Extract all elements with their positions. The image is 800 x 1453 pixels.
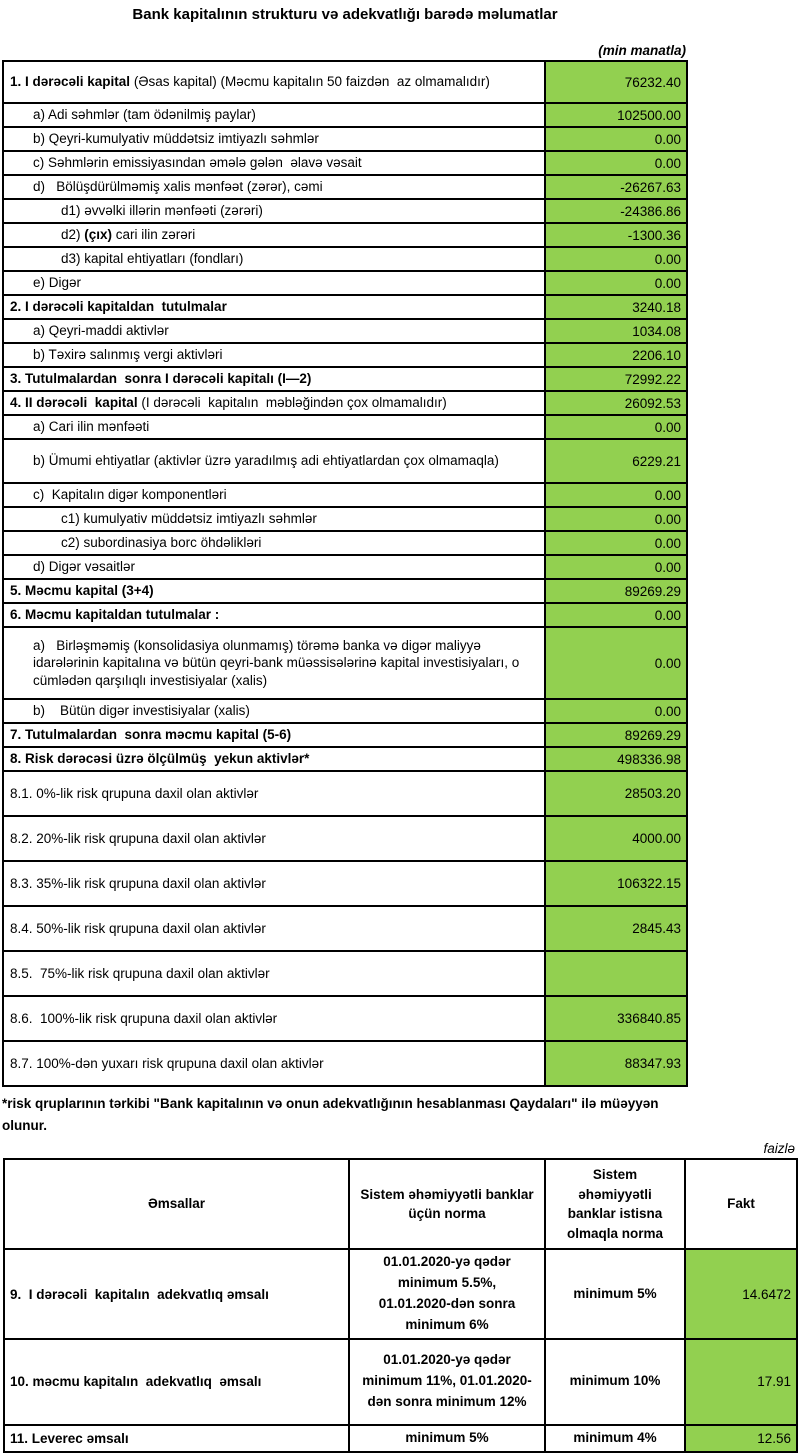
capital-row-label: 8.2. 20%-lik risk qrupuna daxil olan aktivlər	[3, 816, 545, 861]
capital-table-row	[3, 951, 687, 996]
capital-table-row	[3, 271, 687, 295]
capital-row-label: b) Qeyri-kumulyativ müddətsiz imtiyazlı səhmlər	[3, 127, 545, 151]
capital-row-label: c1) kumulyativ müddətsiz imtiyazlı səhmlər	[3, 507, 545, 531]
capital-row-value: 0.00	[545, 483, 687, 507]
capital-row-value: 3240.18	[545, 295, 687, 319]
ratio-table-row	[4, 1249, 797, 1339]
capital-row-value: 336840.85	[545, 996, 687, 1041]
capital-row-label: 1. I dərəcəli kapital (Əsas kapital) (Məcmu kapitalın 50 faizdən az olmamalıdır)	[3, 61, 545, 103]
capital-table-row	[3, 247, 687, 271]
capital-row-label: a) Birləşməmiş (konsolidasiya olunmamış) törəmə banka və digər maliyyə idarələrinin kapitalına və bütün qeyri-bank müəssisələrinə kapital investisiyaları, o cümlədən qarşılıqlı investisiyalar (xalis)	[3, 627, 545, 699]
capital-row-value: 0.00	[545, 415, 687, 439]
capital-row-label: b) Bütün digər investisiyalar (xalis)	[3, 699, 545, 723]
capital-row-value: 0.00	[545, 699, 687, 723]
ratio-row-non-systemic-norm: minimum 5%	[545, 1249, 685, 1339]
capital-table-row	[3, 415, 687, 439]
capital-table-row	[3, 61, 687, 103]
capital-row-label: d) Digər vəsaitlər	[3, 555, 545, 579]
capital-row-label: 8.3. 35%-lik risk qrupuna daxil olan aktivlər	[3, 861, 545, 906]
capital-table-row	[3, 483, 687, 507]
capital-row-label: 6. Məcmu kapitaldan tutulmalar :	[3, 603, 545, 627]
capital-row-value: 89269.29	[545, 579, 687, 603]
capital-table-row	[3, 295, 687, 319]
capital-row-value: 102500.00	[545, 103, 687, 127]
ratio-row-fact-value: 14.6472	[685, 1249, 797, 1339]
capital-table-row	[3, 603, 687, 627]
capital-row-label: 8.4. 50%-lik risk qrupuna daxil olan aktivlər	[3, 906, 545, 951]
capital-row-label: c) Kapitalın digər komponentləri	[3, 483, 545, 507]
capital-row-value: 88347.93	[545, 1041, 687, 1086]
capital-table-row	[3, 627, 687, 699]
capital-row-value: 0.00	[545, 507, 687, 531]
capital-row-value: 0.00	[545, 127, 687, 151]
capital-row-label: d3) kapital ehtiyatları (fondları)	[3, 247, 545, 271]
capital-row-value: 0.00	[545, 271, 687, 295]
ratio-table-row	[4, 1425, 797, 1452]
capital-row-value: 4000.00	[545, 816, 687, 861]
capital-row-value: 498336.98	[545, 747, 687, 771]
capital-row-label: 8.1. 0%-lik risk qrupuna daxil olan aktivlər	[3, 771, 545, 816]
capital-table-row	[3, 103, 687, 127]
capital-row-label: 7. Tutulmalardan sonra məcmu kapital (5-6)	[3, 723, 545, 747]
unit-note-min-manat: (min manatla)	[598, 43, 686, 58]
capital-row-label: 2. I dərəcəli kapitaldan tutulmalar	[3, 295, 545, 319]
ratio-table-body	[4, 1249, 797, 1452]
capital-row-label: a) Qeyri-maddi aktivlər	[3, 319, 545, 343]
capital-table-row	[3, 771, 687, 816]
capital-row-label: 8.6. 100%-lik risk qrupuna daxil olan aktivlər	[3, 996, 545, 1041]
capital-row-label: d) Bölüşdürülməmiş xalis mənfəət (zərər), cəmi	[3, 175, 545, 199]
capital-table-body	[3, 61, 687, 1086]
capital-row-label: c2) subordinasiya borc öhdəlikləri	[3, 531, 545, 555]
capital-table-row	[3, 996, 687, 1041]
ratio-row-name: 9. I dərəcəli kapitalın adekvatlıq əmsalı	[4, 1249, 349, 1339]
capital-table-row	[3, 367, 687, 391]
capital-row-value	[545, 951, 687, 996]
capital-row-value: -1300.36	[545, 223, 687, 247]
capital-row-label: b) Ümumi ehtiyatlar (aktivlər üzrə yaradılmış adi ehtiyatlardan çox olmamaqla)	[3, 439, 545, 483]
ratio-row-name: 11. Leverec əmsalı	[4, 1425, 349, 1452]
capital-row-label: 8.7. 100%-dən yuxarı risk qrupuna daxil olan aktivlər	[3, 1041, 545, 1086]
ratio-header-fact: Fakt	[685, 1159, 797, 1249]
capital-table-row	[3, 699, 687, 723]
ratio-row-systemic-norm: minimum 5%	[349, 1425, 545, 1452]
capital-table-row	[3, 199, 687, 223]
capital-row-value: 0.00	[545, 151, 687, 175]
ratio-row-systemic-norm: 01.01.2020-yə qədər minimum 5.5%, 01.01.2020-dən sonra minimum 6%	[349, 1249, 545, 1339]
capital-row-label: d1) əvvəlki illərin mənfəəti (zərəri)	[3, 199, 545, 223]
capital-row-label: b) Təxirə salınmış vergi aktivləri	[3, 343, 545, 367]
capital-row-value: 28503.20	[545, 771, 687, 816]
capital-row-value: 0.00	[545, 555, 687, 579]
unit-note-percent: faizlə	[763, 1141, 795, 1157]
capital-row-value: 76232.40	[545, 61, 687, 103]
capital-row-value: 89269.29	[545, 723, 687, 747]
capital-row-label: 8. Risk dərəcəsi üzrə ölçülmüş yekun aktivlər*	[3, 747, 545, 771]
capital-table-row	[3, 319, 687, 343]
capital-table-row	[3, 861, 687, 906]
page-title: Bank kapitalının strukturu və adekvatlığı barədə məlumatlar	[132, 6, 558, 23]
ratio-row-fact-value: 12.56	[685, 1425, 797, 1452]
ratio-row-non-systemic-norm: minimum 4%	[545, 1425, 685, 1452]
capital-table-row	[3, 531, 687, 555]
capital-row-label: 8.5. 75%-lik risk qrupuna daxil olan aktivlər	[3, 951, 545, 996]
capital-row-label: 4. II dərəcəli kapital (I dərəcəli kapitalın məbləğindən çox olmamalıdır)	[3, 391, 545, 415]
ratio-row-systemic-norm: 01.01.2020-yə qədər minimum 11%, 01.01.2020-dən sonra minimum 12%	[349, 1339, 545, 1425]
capital-row-label: c) Səhmlərin emissiyasından əmələ gələn əlavə vəsait	[3, 151, 545, 175]
capital-row-value: 0.00	[545, 603, 687, 627]
capital-table-row	[3, 175, 687, 199]
ratio-header-non-systemic-norm: Sistem əhəmiyyətli banklar istisna olmaqla norma	[545, 1159, 685, 1249]
ratio-row-non-systemic-norm: minimum 10%	[545, 1339, 685, 1425]
capital-row-value: 26092.53	[545, 391, 687, 415]
capital-table-row	[3, 343, 687, 367]
capital-table-row	[3, 391, 687, 415]
capital-table-row	[3, 223, 687, 247]
capital-row-label: a) Cari ilin mənfəəti	[3, 415, 545, 439]
capital-table-row	[3, 127, 687, 151]
capital-table-row	[3, 555, 687, 579]
capital-table-row	[3, 439, 687, 483]
capital-table-row	[3, 579, 687, 603]
capital-table-row	[3, 507, 687, 531]
capital-row-value: 0.00	[545, 627, 687, 699]
ratio-table-header-row	[4, 1159, 797, 1249]
capital-row-value: -26267.63	[545, 175, 687, 199]
ratio-header-systemic-norm: Sistem əhəmiyyətli banklar üçün norma	[349, 1159, 545, 1249]
capital-table-row	[3, 151, 687, 175]
capital-table-row	[3, 1041, 687, 1086]
capital-row-label: d2) (çıx) cari ilin zərəri	[3, 223, 545, 247]
capital-row-value: 0.00	[545, 531, 687, 555]
capital-row-value: 106322.15	[545, 861, 687, 906]
capital-row-label: 3. Tutulmalardan sonra I dərəcəli kapitalı (I—2)	[3, 367, 545, 391]
capital-table-row	[3, 747, 687, 771]
capital-row-label: a) Adi səhmlər (tam ödənilmiş paylar)	[3, 103, 545, 127]
ratio-table-row	[4, 1339, 797, 1425]
capital-row-label: e) Digər	[3, 271, 545, 295]
capital-row-value: 6229.21	[545, 439, 687, 483]
capital-row-value: 72992.22	[545, 367, 687, 391]
capital-row-value: -24386.86	[545, 199, 687, 223]
ratio-row-fact-value: 17.91	[685, 1339, 797, 1425]
capital-table-row	[3, 906, 687, 951]
capital-structure-table	[2, 60, 688, 1087]
capital-row-value: 1034.08	[545, 319, 687, 343]
ratio-header-coefficients: Əmsallar	[4, 1159, 349, 1249]
capital-row-label: 5. Məcmu kapital (3+4)	[3, 579, 545, 603]
capital-row-value: 0.00	[545, 247, 687, 271]
capital-row-value: 2845.43	[545, 906, 687, 951]
capital-row-value: 2206.10	[545, 343, 687, 367]
ratio-row-name: 10. məcmu kapitalın adekvatlıq əmsalı	[4, 1339, 349, 1425]
capital-table-row	[3, 816, 687, 861]
capital-table-row	[3, 723, 687, 747]
adequacy-ratios-table	[3, 1158, 798, 1453]
risk-groups-footnote: *risk qruplarının tərkibi "Bank kapitalının və onun adekvatlığının hesablanması Qaydaları" ilə müəyyən olunur.	[2, 1096, 659, 1133]
